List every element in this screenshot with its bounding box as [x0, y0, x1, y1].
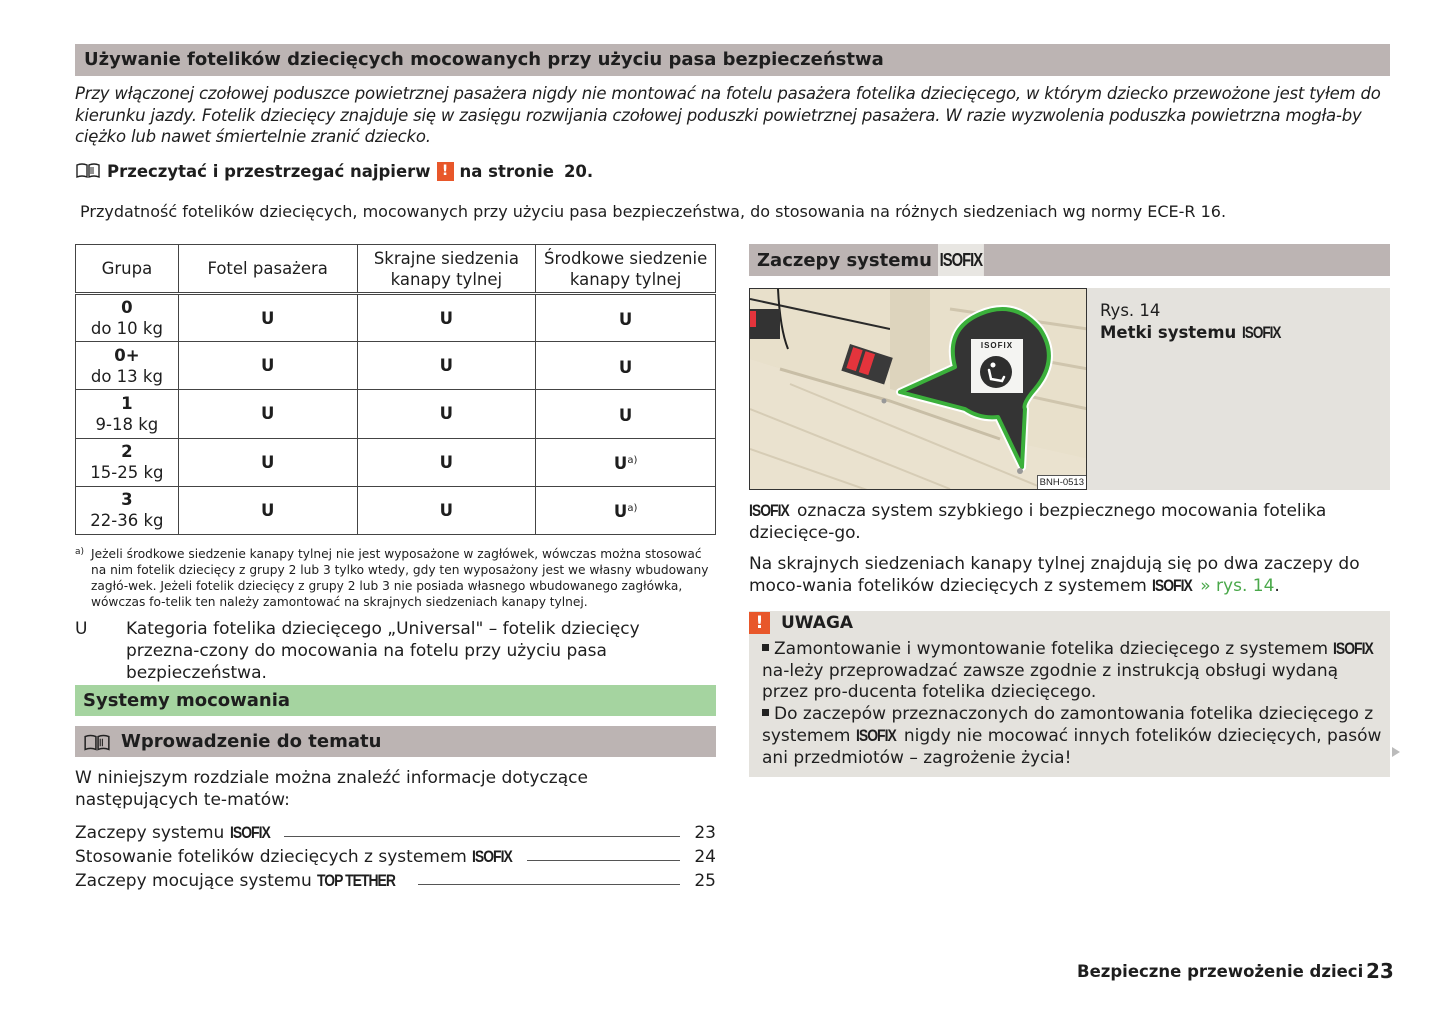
book-icon — [75, 162, 101, 180]
toc-leader — [527, 860, 680, 861]
warning-title-label: UWAGA — [781, 613, 854, 633]
isofix-logo: ISOFIX — [472, 847, 513, 866]
col-header-outer-rear: Skrajne siedzenia kanapy tylnej — [357, 245, 536, 294]
isofix-logo: ISOFIX — [938, 244, 984, 276]
isofix-anchors-text: Na skrajnych siedzeniach kanapy tylnej znajdują się po dwa zaczepy do moco-wania fotelików dziecięcych z systemem ISOFIX » rys. 14. — [749, 554, 1360, 596]
isofix-logo: ISOFIX — [855, 726, 896, 745]
toc-leader — [418, 884, 680, 885]
toc-leader — [284, 836, 680, 837]
group-cell: 0+ do 13 kg — [76, 342, 179, 390]
footnote-ref[interactable]: a) — [627, 503, 638, 515]
table-footnote — [75, 546, 715, 610]
middle-rear-cell: U — [536, 390, 716, 438]
isofix-logo: ISOFIX — [229, 823, 270, 842]
svg-text:ISOFIX: ISOFIX — [980, 341, 1014, 350]
section-header-seatbelt-seats: Używanie fotelików dziecięcych mocowanych przy użyciu pasa bezpieczeństwa — [75, 44, 1390, 76]
intro-header-label: Wprowadzenie do tematu — [121, 731, 382, 752]
middle-rear-cell: U — [536, 294, 716, 342]
figure-title: Metki systemu ISOFIX — [1100, 323, 1281, 342]
table-row — [76, 438, 716, 486]
read-first-note — [75, 159, 593, 183]
outer-rear-cell: U — [357, 390, 536, 438]
group-cell: 3 22-36 kg — [76, 486, 179, 534]
section-header-isofix: Zaczepy systemu ISOFIX — [749, 244, 1390, 276]
bullet-icon — [762, 709, 769, 716]
legend-key: U — [75, 619, 88, 639]
seat-suitability-table — [75, 244, 716, 535]
warning-icon: ! — [749, 612, 770, 634]
table-row — [76, 342, 716, 390]
table-header-row — [76, 245, 716, 294]
passenger-cell: U — [178, 486, 357, 534]
outer-rear-cell: U — [357, 294, 536, 342]
outer-rear-cell: U — [357, 438, 536, 486]
middle-rear-cell: U$^{a)}$ — [536, 438, 716, 486]
isofix-description: ISOFIX oznacza system szybkiego i bezpiecznego mocowania fotelika dziecięce-go. — [749, 501, 1327, 543]
legend-text: Kategoria fotelika dziecięcego „Universal" – fotelik dziecięcy przezna-czony do mocowania na fotelu przy użyciu pasa bezpieczeństwa. — [126, 619, 640, 683]
isofix-logo: ISOFIX — [1242, 324, 1281, 342]
figure-reference-link[interactable]: » rys. 14 — [1200, 576, 1275, 596]
section-header-mounting-systems: Systemy mocowania — [75, 685, 716, 716]
passenger-cell: U — [178, 390, 357, 438]
toc-page: 25 — [694, 871, 716, 891]
figure-code: BNH-0513 — [1037, 475, 1086, 489]
book-icon — [83, 732, 111, 752]
middle-rear-cell: U — [536, 342, 716, 390]
col-header-middle-rear: Środkowe siedzenie kanapy tylnej — [536, 245, 716, 294]
isofix-seat-illustration — [749, 288, 1087, 490]
bullet-icon — [762, 644, 769, 651]
toc-page: 23 — [694, 823, 716, 843]
col-header-passenger: Fotel pasażera — [178, 245, 357, 294]
isofix-logo: ISOFIX — [1152, 576, 1193, 595]
footnote-mark: a) — [75, 547, 85, 557]
col-header-group: Grupa — [76, 245, 179, 294]
group-cell: 1 9-18 kg — [76, 390, 179, 438]
group-cell: 0 do 10 kg — [76, 294, 179, 342]
top-tether-logo: TOP TETHER — [317, 871, 396, 890]
read-first-page-link[interactable]: 20. — [563, 161, 594, 181]
table-of-contents — [75, 819, 716, 891]
middle-rear-cell: U$^{a)}$ — [536, 486, 716, 534]
continue-arrow-icon[interactable] — [1392, 747, 1400, 757]
passenger-cell: U — [178, 438, 357, 486]
outer-rear-cell: U — [357, 342, 536, 390]
suitability-text: Przydatność fotelików dziecięcych, mocowanych przy użyciu pasa bezpieczeństwa, do stosowania na różnych siedzeniach wg normy ECE-R 16. — [80, 202, 1227, 221]
intro-text: W niniejszym rozdziale można znaleźć informacje dotyczące następujących te-matów: — [75, 768, 588, 810]
figure-box — [749, 288, 1390, 490]
warning-bullet: Do zaczepów przeznaczonych do zamontowania fotelika dziecięcego z systemem ISOFIX nigdy nie mocować innych fotelików dziecięcych, pasów ani przedmiotów – zagrożenie życia! — [762, 703, 1382, 768]
footer-page-number: 23 — [1366, 959, 1394, 983]
footnote-text: Jeżeli środkowe siedzenie kanapy tylnej nie jest wyposażone w zagłówek, wówczas można stosować na nim fotelik dziecięcy z grupy 2 lub 3 tylko wtedy, gdy ten wyposażony jest we własny wbudowany zagłó-wek. Jeżeli fotelik dziecięcy z grupy 2 lub 3 nie posiada własnego wbudowanego zagłówka, wówczas fo-telik ten należy zamontować na skrajnych siedzeniach kanapy tylnej. — [91, 547, 709, 609]
isofix-logo: ISOFIX — [749, 501, 789, 520]
toc-item[interactable]: Zaczepy systemu ISOFIX 23 — [75, 823, 716, 843]
warning-icon: ! — [437, 162, 454, 181]
legend-universal — [75, 618, 715, 684]
toc-page: 24 — [694, 847, 716, 867]
airbag-warning-text: Przy włączonej czołowej poduszce powietrznej pasażera nigdy nie montować na fotelu pasażera fotelika dziecięcego, w którym dziecko przewożone jest tyłem do kierunku jazdy. Fotelik dziecięcy znajduje się w zasięgu rozwijania czołowej poduszki powietrznej pasażera. W razie wyzwolenia poduszka powietrzna mogła-by ciężko lub nawet śmiertelnie zranić dziecko. — [75, 84, 1381, 146]
read-first-prefix: Przeczytać i przestrzegać najpierw — [107, 161, 431, 181]
table-row — [76, 390, 716, 438]
outer-rear-cell: U — [357, 486, 536, 534]
passenger-cell: U — [178, 342, 357, 390]
toc-item[interactable]: Stosowanie fotelików dziecięcych z systemem ISOFIX 24 — [75, 847, 716, 867]
footer-chapter-title: Bezpieczne przewożenie dzieci — [1077, 962, 1364, 981]
warning-body — [762, 638, 1384, 769]
isofix-logo: ISOFIX — [1333, 639, 1374, 658]
table-row — [76, 486, 716, 534]
figure-caption — [1100, 300, 1283, 344]
read-first-suffix: na stronie — [459, 161, 554, 181]
footnote-ref[interactable]: a) — [627, 455, 638, 467]
warning-box — [749, 611, 1390, 777]
figure-number: Rys. 14 — [1100, 301, 1161, 320]
group-cell: 2 15-25 kg — [76, 438, 179, 486]
table-row — [76, 294, 716, 342]
toc-item[interactable]: Zaczepy mocujące systemu TOP TETHER 25 — [75, 871, 716, 891]
warning-bullet: Zamontowanie i wymontowanie fotelika dziecięcego z systemem ISOFIX na-leży przeprowadzać zawsze zgodnie z instrukcją obsługi wydaną przez pro-ducenta fotelika dziecięcego. — [762, 639, 1374, 702]
warning-title — [749, 612, 853, 634]
passenger-cell: U — [178, 294, 357, 342]
intro-header — [75, 726, 716, 757]
